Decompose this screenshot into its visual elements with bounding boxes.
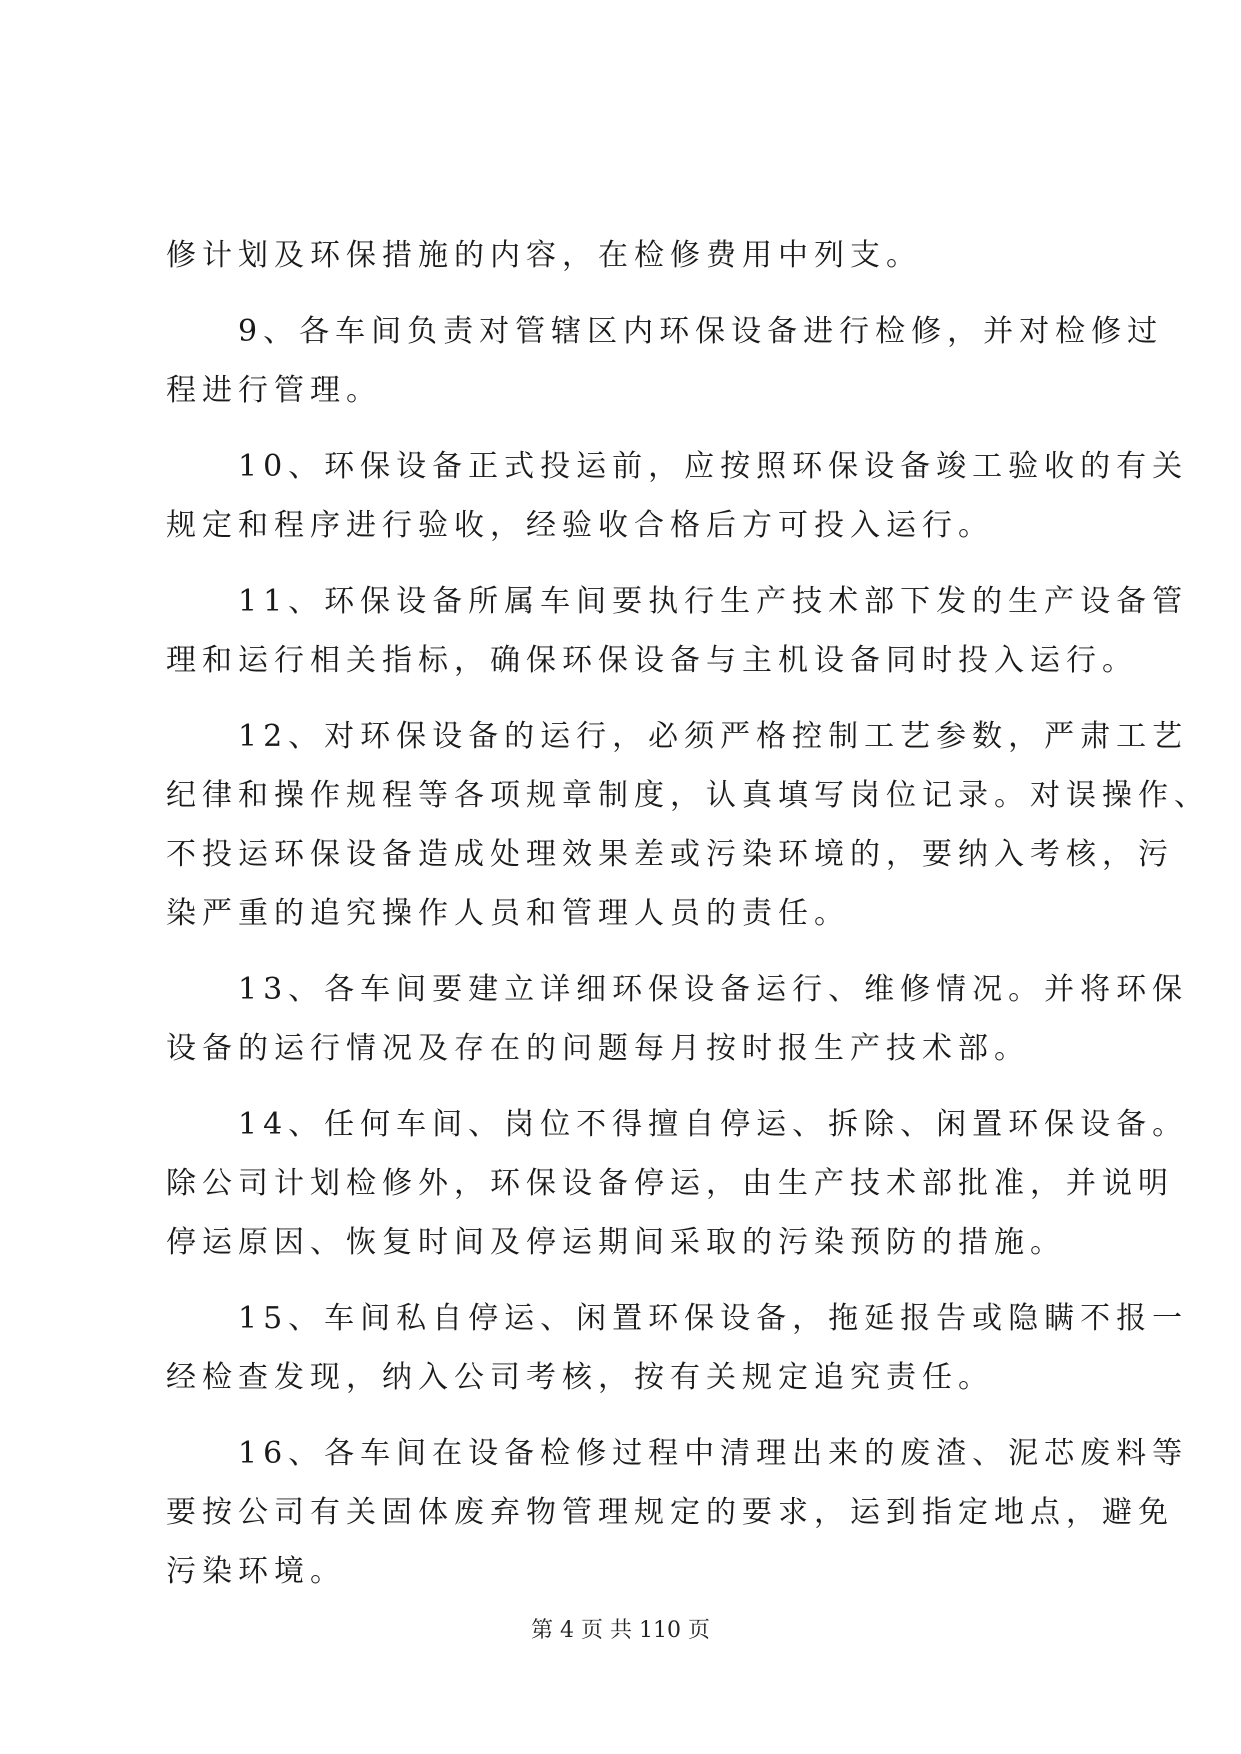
text-line: 13、各车间要建立详细环保设备运行、维修情况。并将环保 <box>166 972 1189 1007</box>
paragraph-gap <box>166 943 1080 960</box>
text-line: 14、任何车间、岗位不得擅自停运、拆除、闲置环保设备。 <box>166 1107 1189 1142</box>
text-line: 修计划及环保措施的内容，在检修费用中列支。 <box>166 238 922 273</box>
paragraph <box>166 1289 1189 1407</box>
text-line: 染严重的追究操作人员和管理人员的责任。 <box>166 896 850 931</box>
text-line: 15、车间私自停运、闲置环保设备，拖延报告或隐瞒不报一 <box>166 1301 1189 1336</box>
text-line: 除公司计划检修外，环保设备停运，由生产技术部批准，并说明 <box>166 1166 1174 1201</box>
text-line: 要按公司有关固体废弃物管理规定的要求，运到指定地点，避免 <box>166 1495 1174 1530</box>
paragraph <box>166 302 1164 420</box>
text-line: 10、环保设备正式投运前，应按照环保设备竣工验收的有关 <box>166 449 1189 484</box>
paragraph-gap <box>166 420 1080 437</box>
paragraph <box>166 960 1189 1078</box>
paragraph-gap <box>166 1078 1080 1095</box>
text-line: 16、各车间在设备检修过程中清理出来的废渣、泥芯废料等 <box>166 1436 1189 1471</box>
text-line: 11、环保设备所属车间要执行生产技术部下发的生产设备管 <box>166 584 1189 619</box>
paragraph <box>166 437 1189 555</box>
paragraph <box>166 572 1189 690</box>
paragraph <box>166 226 1080 285</box>
text-line: 纪律和操作规程等各项规章制度，认真填写岗位记录。对误操作、 <box>166 778 1210 813</box>
paragraph-gap <box>166 690 1080 707</box>
text-line: 停运原因、恢复时间及停运期间采取的污染预防的措施。 <box>166 1225 1066 1260</box>
paragraph <box>166 707 1210 943</box>
text-line: 污染环境。 <box>166 1554 346 1589</box>
paragraph <box>166 1095 1189 1272</box>
text-line: 规定和程序进行验收，经验收合格后方可投入运行。 <box>166 508 994 543</box>
page-number-footer: 第 4 页 共 110 页 <box>531 1618 710 1643</box>
text-line: 程进行管理。 <box>166 373 382 408</box>
text-line: 经检查发现，纳入公司考核，按有关规定追究责任。 <box>166 1360 994 1395</box>
paragraph-gap <box>166 1272 1080 1289</box>
document-body <box>166 226 1210 1601</box>
paragraph-gap <box>166 1407 1080 1424</box>
paragraph-gap <box>166 555 1080 572</box>
paragraph-gap <box>166 285 1080 302</box>
text-line: 理和运行相关指标，确保环保设备与主机设备同时投入运行。 <box>166 643 1138 678</box>
text-line: 设备的运行情况及存在的问题每月按时报生产技术部。 <box>166 1031 1030 1066</box>
text-line: 12、对环保设备的运行，必须严格控制工艺参数，严肃工艺 <box>166 719 1189 754</box>
text-line: 不投运环保设备造成处理效果差或污染环境的，要纳入考核，污 <box>166 837 1174 872</box>
text-line: 9、各车间负责对管辖区内环保设备进行检修，并对检修过 <box>166 314 1164 349</box>
paragraph <box>166 1424 1189 1601</box>
